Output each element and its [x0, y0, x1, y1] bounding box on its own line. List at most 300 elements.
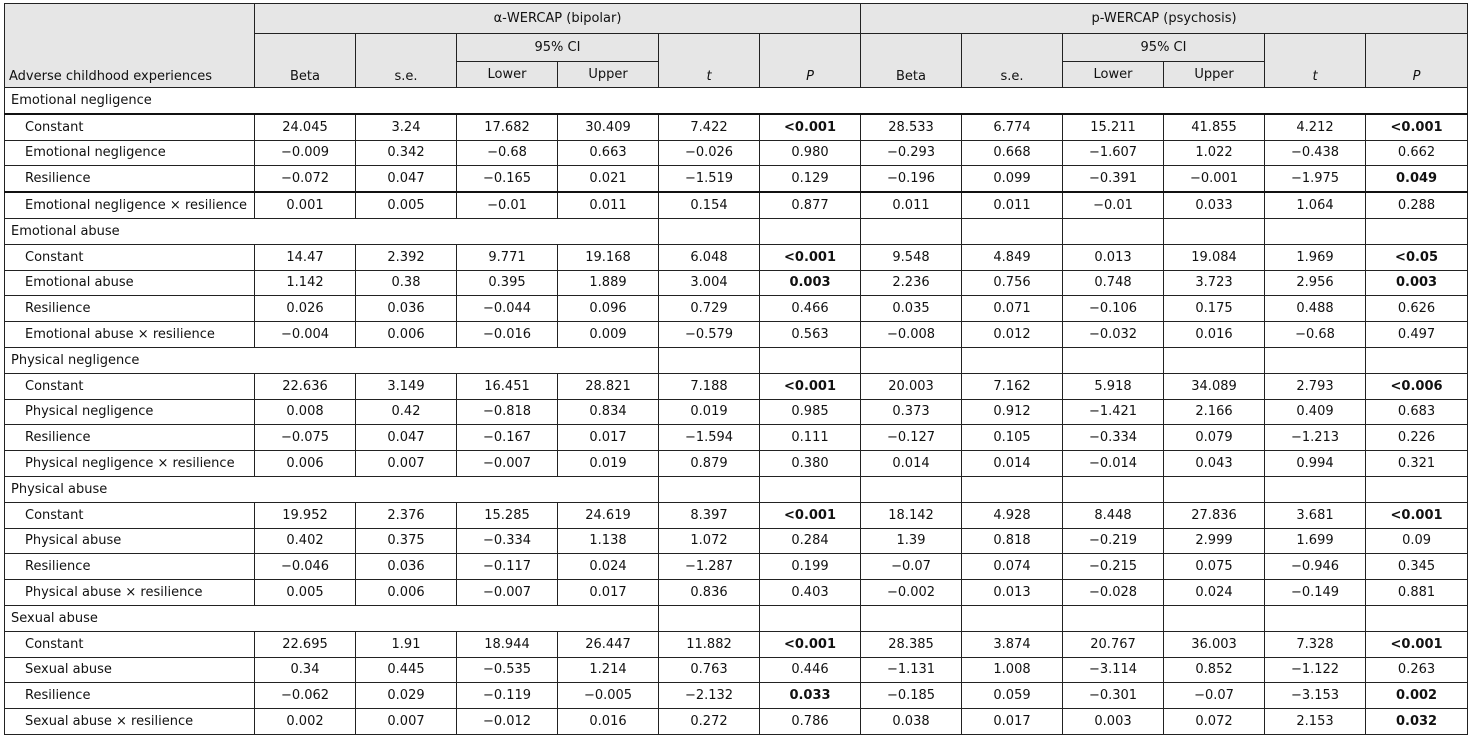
p-value-cell: 0.466	[760, 296, 861, 322]
p-value-cell: 0.985	[760, 399, 861, 425]
value-cell: 6.774	[962, 114, 1063, 140]
table-row	[5, 399, 1468, 425]
value-cell: 0.002	[255, 709, 356, 735]
row-label: Constant	[5, 114, 255, 140]
value-cell: 11.882	[659, 631, 760, 657]
p-value-cell: <0.001	[1366, 631, 1468, 657]
value-cell: 20.767	[1063, 631, 1164, 657]
p-value-cell: 0.662	[1366, 140, 1468, 166]
value-cell: 0.373	[861, 399, 962, 425]
value-cell: 3.723	[1164, 270, 1265, 296]
section-row	[5, 605, 1468, 631]
table-row	[5, 451, 1468, 477]
value-cell: 7.422	[659, 114, 760, 140]
value-cell: 15.211	[1063, 114, 1164, 140]
value-cell: 0.016	[558, 709, 659, 735]
value-cell: 0.012	[962, 322, 1063, 348]
value-cell: 17.682	[457, 114, 558, 140]
value-cell: 0.663	[558, 140, 659, 166]
value-cell: 0.017	[558, 580, 659, 606]
value-cell: 7.328	[1265, 631, 1366, 657]
col-lower-a: Lower	[457, 62, 558, 88]
value-cell: −0.68	[1265, 322, 1366, 348]
value-cell: −0.046	[255, 554, 356, 580]
value-cell: 1.072	[659, 528, 760, 554]
table-header	[5, 4, 1468, 88]
value-cell: 0.912	[962, 399, 1063, 425]
value-cell: 0.006	[255, 451, 356, 477]
p-value-cell: <0.006	[1366, 373, 1468, 399]
value-cell: −1.122	[1265, 657, 1366, 683]
value-cell: 1.022	[1164, 140, 1265, 166]
value-cell: 1.889	[558, 270, 659, 296]
value-cell: 0.445	[356, 657, 457, 683]
empty-cell	[1366, 476, 1468, 502]
value-cell: −0.072	[255, 166, 356, 192]
value-cell: 0.033	[1164, 192, 1265, 218]
value-cell: −1.213	[1265, 425, 1366, 451]
col-p-a: P	[760, 34, 861, 88]
value-cell: 18.142	[861, 502, 962, 528]
value-cell: 0.036	[356, 554, 457, 580]
row-label: Emotional negligence	[5, 140, 255, 166]
value-cell: 2.236	[861, 270, 962, 296]
value-cell: −0.119	[457, 683, 558, 709]
value-cell: 0.003	[1063, 709, 1164, 735]
value-cell: 0.011	[962, 192, 1063, 218]
value-cell: −0.007	[457, 580, 558, 606]
value-cell: −0.219	[1063, 528, 1164, 554]
p-value-cell: 0.980	[760, 140, 861, 166]
value-cell: 0.075	[1164, 554, 1265, 580]
value-cell: −0.165	[457, 166, 558, 192]
section-row	[5, 476, 1468, 502]
value-cell: 1.142	[255, 270, 356, 296]
value-cell: 2.376	[356, 502, 457, 528]
value-cell: 5.918	[1063, 373, 1164, 399]
section-label: Sexual abuse	[5, 605, 659, 631]
empty-cell	[1366, 218, 1468, 244]
value-cell: −0.01	[457, 192, 558, 218]
table-row	[5, 631, 1468, 657]
value-cell: 0.059	[962, 683, 1063, 709]
value-cell: 0.105	[962, 425, 1063, 451]
value-cell: 0.756	[962, 270, 1063, 296]
table-row	[5, 554, 1468, 580]
value-cell: −0.301	[1063, 683, 1164, 709]
value-cell: −0.012	[457, 709, 558, 735]
value-cell: 1.138	[558, 528, 659, 554]
value-cell: −0.01	[1063, 192, 1164, 218]
col-upper-a: Upper	[558, 62, 659, 88]
table-row	[5, 502, 1468, 528]
value-cell: 4.212	[1265, 114, 1366, 140]
section-label: Emotional negligence	[5, 88, 1468, 114]
value-cell: 0.763	[659, 657, 760, 683]
value-cell: 0.154	[659, 192, 760, 218]
value-cell: 0.019	[558, 451, 659, 477]
p-value-cell: 0.09	[1366, 528, 1468, 554]
empty-cell	[861, 476, 962, 502]
value-cell: −0.215	[1063, 554, 1164, 580]
value-cell: −1.594	[659, 425, 760, 451]
value-cell: 0.036	[356, 296, 457, 322]
value-cell: 0.079	[1164, 425, 1265, 451]
value-cell: 18.944	[457, 631, 558, 657]
p-value-cell: <0.001	[760, 244, 861, 270]
value-cell: 3.004	[659, 270, 760, 296]
empty-cell	[659, 218, 760, 244]
section-label: Physical abuse	[5, 476, 659, 502]
value-cell: 0.007	[356, 709, 457, 735]
table-row	[5, 270, 1468, 296]
p-value-cell: 0.284	[760, 528, 861, 554]
value-cell: −1.519	[659, 166, 760, 192]
value-cell: 28.533	[861, 114, 962, 140]
p-value-cell: <0.001	[760, 373, 861, 399]
value-cell: −1.607	[1063, 140, 1164, 166]
value-cell: 2.999	[1164, 528, 1265, 554]
table-row	[5, 296, 1468, 322]
value-cell: 0.074	[962, 554, 1063, 580]
value-cell: 27.836	[1164, 502, 1265, 528]
value-cell: 0.029	[356, 683, 457, 709]
value-cell: 3.874	[962, 631, 1063, 657]
value-cell: 0.409	[1265, 399, 1366, 425]
value-cell: 28.821	[558, 373, 659, 399]
table-container	[4, 3, 1468, 735]
row-label: Sexual abuse	[5, 657, 255, 683]
col-p-p: P	[1366, 34, 1468, 88]
p-value-cell: 0.003	[760, 270, 861, 296]
value-cell: 0.011	[558, 192, 659, 218]
table-row	[5, 114, 1468, 140]
value-cell: 1.969	[1265, 244, 1366, 270]
value-cell: 0.013	[1063, 244, 1164, 270]
p-value-cell: <0.001	[760, 502, 861, 528]
p-value-cell: 0.199	[760, 554, 861, 580]
value-cell: −0.032	[1063, 322, 1164, 348]
empty-cell	[1063, 347, 1164, 373]
value-cell: −0.07	[1164, 683, 1265, 709]
col-t-p: t	[1265, 34, 1366, 88]
col-beta-p: Beta	[861, 34, 962, 88]
empty-cell	[1366, 347, 1468, 373]
value-cell: −0.062	[255, 683, 356, 709]
value-cell: 0.047	[356, 166, 457, 192]
value-cell: 0.006	[356, 322, 457, 348]
value-cell: −0.185	[861, 683, 962, 709]
value-cell: 2.392	[356, 244, 457, 270]
p-value-cell: 0.881	[1366, 580, 1468, 606]
value-cell: 1.008	[962, 657, 1063, 683]
value-cell: 2.956	[1265, 270, 1366, 296]
value-cell: −0.009	[255, 140, 356, 166]
empty-cell	[962, 347, 1063, 373]
p-value-cell: <0.001	[1366, 502, 1468, 528]
value-cell: 2.166	[1164, 399, 1265, 425]
value-cell: 0.38	[356, 270, 457, 296]
p-value-cell: 0.263	[1366, 657, 1468, 683]
p-value-cell: <0.001	[1366, 114, 1468, 140]
value-cell: 0.016	[1164, 322, 1265, 348]
value-cell: −0.68	[457, 140, 558, 166]
empty-cell	[1063, 605, 1164, 631]
p-value-cell: 0.049	[1366, 166, 1468, 192]
row-label: Resilience	[5, 166, 255, 192]
row-label: Constant	[5, 244, 255, 270]
value-cell: −1.421	[1063, 399, 1164, 425]
empty-cell	[1265, 605, 1366, 631]
value-cell: 0.011	[861, 192, 962, 218]
value-cell: 7.162	[962, 373, 1063, 399]
value-cell: 19.168	[558, 244, 659, 270]
value-cell: 0.007	[356, 451, 457, 477]
value-cell: −0.014	[1063, 451, 1164, 477]
table-row	[5, 528, 1468, 554]
value-cell: −0.007	[457, 451, 558, 477]
table-row	[5, 580, 1468, 606]
row-label: Constant	[5, 631, 255, 657]
value-cell: 16.451	[457, 373, 558, 399]
p-value-cell: 0.002	[1366, 683, 1468, 709]
empty-cell	[760, 218, 861, 244]
value-cell: 0.096	[558, 296, 659, 322]
value-cell: −2.132	[659, 683, 760, 709]
value-cell: 0.834	[558, 399, 659, 425]
empty-cell	[861, 605, 962, 631]
value-cell: 4.849	[962, 244, 1063, 270]
value-cell: −0.946	[1265, 554, 1366, 580]
value-cell: 22.636	[255, 373, 356, 399]
table-row	[5, 140, 1468, 166]
col-lower-p: Lower	[1063, 62, 1164, 88]
value-cell: −1.975	[1265, 166, 1366, 192]
value-cell: 0.34	[255, 657, 356, 683]
value-cell: −0.167	[457, 425, 558, 451]
value-cell: −0.028	[1063, 580, 1164, 606]
empty-cell	[962, 218, 1063, 244]
value-cell: 9.548	[861, 244, 962, 270]
empty-cell	[1063, 218, 1164, 244]
value-cell: 0.013	[962, 580, 1063, 606]
value-cell: 0.668	[962, 140, 1063, 166]
empty-cell	[962, 476, 1063, 502]
value-cell: 0.035	[861, 296, 962, 322]
value-cell: 0.879	[659, 451, 760, 477]
value-cell: 20.003	[861, 373, 962, 399]
value-cell: −0.127	[861, 425, 962, 451]
value-cell: −0.004	[255, 322, 356, 348]
row-label: Resilience	[5, 554, 255, 580]
p-value-cell: 0.129	[760, 166, 861, 192]
value-cell: 1.91	[356, 631, 457, 657]
p-value-cell: 0.111	[760, 425, 861, 451]
table-row	[5, 244, 1468, 270]
row-label: Emotional abuse × resilience	[5, 322, 255, 348]
value-cell: 0.038	[861, 709, 962, 735]
p-value-cell: 0.003	[1366, 270, 1468, 296]
value-cell: 6.048	[659, 244, 760, 270]
p-value-cell: 0.683	[1366, 399, 1468, 425]
value-cell: 22.695	[255, 631, 356, 657]
value-cell: 0.402	[255, 528, 356, 554]
value-cell: 8.397	[659, 502, 760, 528]
p-value-cell: 0.288	[1366, 192, 1468, 218]
value-cell: −0.334	[1063, 425, 1164, 451]
empty-cell	[861, 347, 962, 373]
value-cell: 41.855	[1164, 114, 1265, 140]
empty-cell	[1063, 476, 1164, 502]
value-cell: −0.293	[861, 140, 962, 166]
group-header-bipolar: α-WERCAP (bipolar)	[255, 4, 861, 34]
empty-cell	[760, 605, 861, 631]
value-cell: 1.064	[1265, 192, 1366, 218]
ci-header-p: 95% CI	[1063, 34, 1265, 62]
regression-table	[4, 3, 1468, 735]
table-row	[5, 709, 1468, 735]
value-cell: 8.448	[1063, 502, 1164, 528]
value-cell: 36.003	[1164, 631, 1265, 657]
p-value-cell: 0.321	[1366, 451, 1468, 477]
value-cell: 0.071	[962, 296, 1063, 322]
value-cell: 0.017	[962, 709, 1063, 735]
p-value-cell: 0.497	[1366, 322, 1468, 348]
col-t-a: t	[659, 34, 760, 88]
table-row	[5, 322, 1468, 348]
value-cell: 0.42	[356, 399, 457, 425]
value-cell: 0.019	[659, 399, 760, 425]
value-cell: −0.391	[1063, 166, 1164, 192]
value-cell: 2.793	[1265, 373, 1366, 399]
empty-cell	[1164, 476, 1265, 502]
value-cell: 0.852	[1164, 657, 1265, 683]
value-cell: 0.836	[659, 580, 760, 606]
value-cell: 0.006	[356, 580, 457, 606]
value-cell: 3.681	[1265, 502, 1366, 528]
value-cell: −0.117	[457, 554, 558, 580]
group-header-psychosis: p-WERCAP (psychosis)	[861, 4, 1468, 34]
table-row	[5, 683, 1468, 709]
value-cell: −0.07	[861, 554, 962, 580]
empty-cell	[1164, 605, 1265, 631]
row-label: Physical negligence × resilience	[5, 451, 255, 477]
p-value-cell: 0.563	[760, 322, 861, 348]
value-cell: −0.579	[659, 322, 760, 348]
value-cell: 0.729	[659, 296, 760, 322]
value-cell: 0.014	[861, 451, 962, 477]
value-cell: −0.026	[659, 140, 760, 166]
value-cell: 0.024	[558, 554, 659, 580]
value-cell: 0.395	[457, 270, 558, 296]
row-label: Resilience	[5, 683, 255, 709]
value-cell: 0.818	[962, 528, 1063, 554]
row-label: Resilience	[5, 425, 255, 451]
value-cell: −0.818	[457, 399, 558, 425]
section-row	[5, 347, 1468, 373]
value-cell: 24.045	[255, 114, 356, 140]
value-cell: −1.131	[861, 657, 962, 683]
empty-cell	[659, 476, 760, 502]
value-cell: −0.334	[457, 528, 558, 554]
value-cell: −0.196	[861, 166, 962, 192]
p-value-cell: 0.403	[760, 580, 861, 606]
p-value-cell: 0.877	[760, 192, 861, 218]
value-cell: −1.287	[659, 554, 760, 580]
empty-cell	[962, 605, 1063, 631]
value-cell: −0.149	[1265, 580, 1366, 606]
empty-cell	[1265, 476, 1366, 502]
value-cell: 0.001	[255, 192, 356, 218]
section-label: Physical negligence	[5, 347, 659, 373]
p-value-cell: 0.626	[1366, 296, 1468, 322]
col-upper-p: Upper	[1164, 62, 1265, 88]
empty-cell	[1164, 218, 1265, 244]
value-cell: 0.005	[356, 192, 457, 218]
empty-cell	[659, 605, 760, 631]
value-cell: 34.089	[1164, 373, 1265, 399]
value-cell: −0.008	[861, 322, 962, 348]
p-value-cell: 0.226	[1366, 425, 1468, 451]
value-cell: −0.016	[457, 322, 558, 348]
value-cell: 0.017	[558, 425, 659, 451]
value-cell: 26.447	[558, 631, 659, 657]
p-value-cell: 0.380	[760, 451, 861, 477]
value-cell: 28.385	[861, 631, 962, 657]
value-cell: 14.47	[255, 244, 356, 270]
p-value-cell: 0.033	[760, 683, 861, 709]
section-row	[5, 218, 1468, 244]
col-se-a: s.e.	[356, 34, 457, 88]
value-cell: 0.024	[1164, 580, 1265, 606]
row-label: Sexual abuse × resilience	[5, 709, 255, 735]
ci-header-a: 95% CI	[457, 34, 659, 62]
value-cell: 0.047	[356, 425, 457, 451]
value-cell: 0.043	[1164, 451, 1265, 477]
row-label: Constant	[5, 373, 255, 399]
empty-cell	[659, 347, 760, 373]
value-cell: −0.535	[457, 657, 558, 683]
empty-cell	[861, 218, 962, 244]
col-se-p: s.e.	[962, 34, 1063, 88]
value-cell: 0.014	[962, 451, 1063, 477]
value-cell: 0.748	[1063, 270, 1164, 296]
value-cell: −0.001	[1164, 166, 1265, 192]
empty-cell	[1366, 605, 1468, 631]
value-cell: 1.214	[558, 657, 659, 683]
value-cell: −0.005	[558, 683, 659, 709]
value-cell: −3.114	[1063, 657, 1164, 683]
row-label: Physical abuse × resilience	[5, 580, 255, 606]
value-cell: 0.175	[1164, 296, 1265, 322]
col-beta-a: Beta	[255, 34, 356, 88]
value-cell: 4.928	[962, 502, 1063, 528]
value-cell: 1.39	[861, 528, 962, 554]
empty-cell	[1265, 347, 1366, 373]
value-cell: 0.342	[356, 140, 457, 166]
row-label: Constant	[5, 502, 255, 528]
value-cell: 1.699	[1265, 528, 1366, 554]
value-cell: 0.005	[255, 580, 356, 606]
table-row	[5, 192, 1468, 218]
table-row	[5, 373, 1468, 399]
ace-column-header: Adverse childhood experiences	[5, 4, 255, 88]
section-label: Emotional abuse	[5, 218, 659, 244]
table-row	[5, 166, 1468, 192]
value-cell: 0.009	[558, 322, 659, 348]
empty-cell	[1164, 347, 1265, 373]
value-cell: 15.285	[457, 502, 558, 528]
